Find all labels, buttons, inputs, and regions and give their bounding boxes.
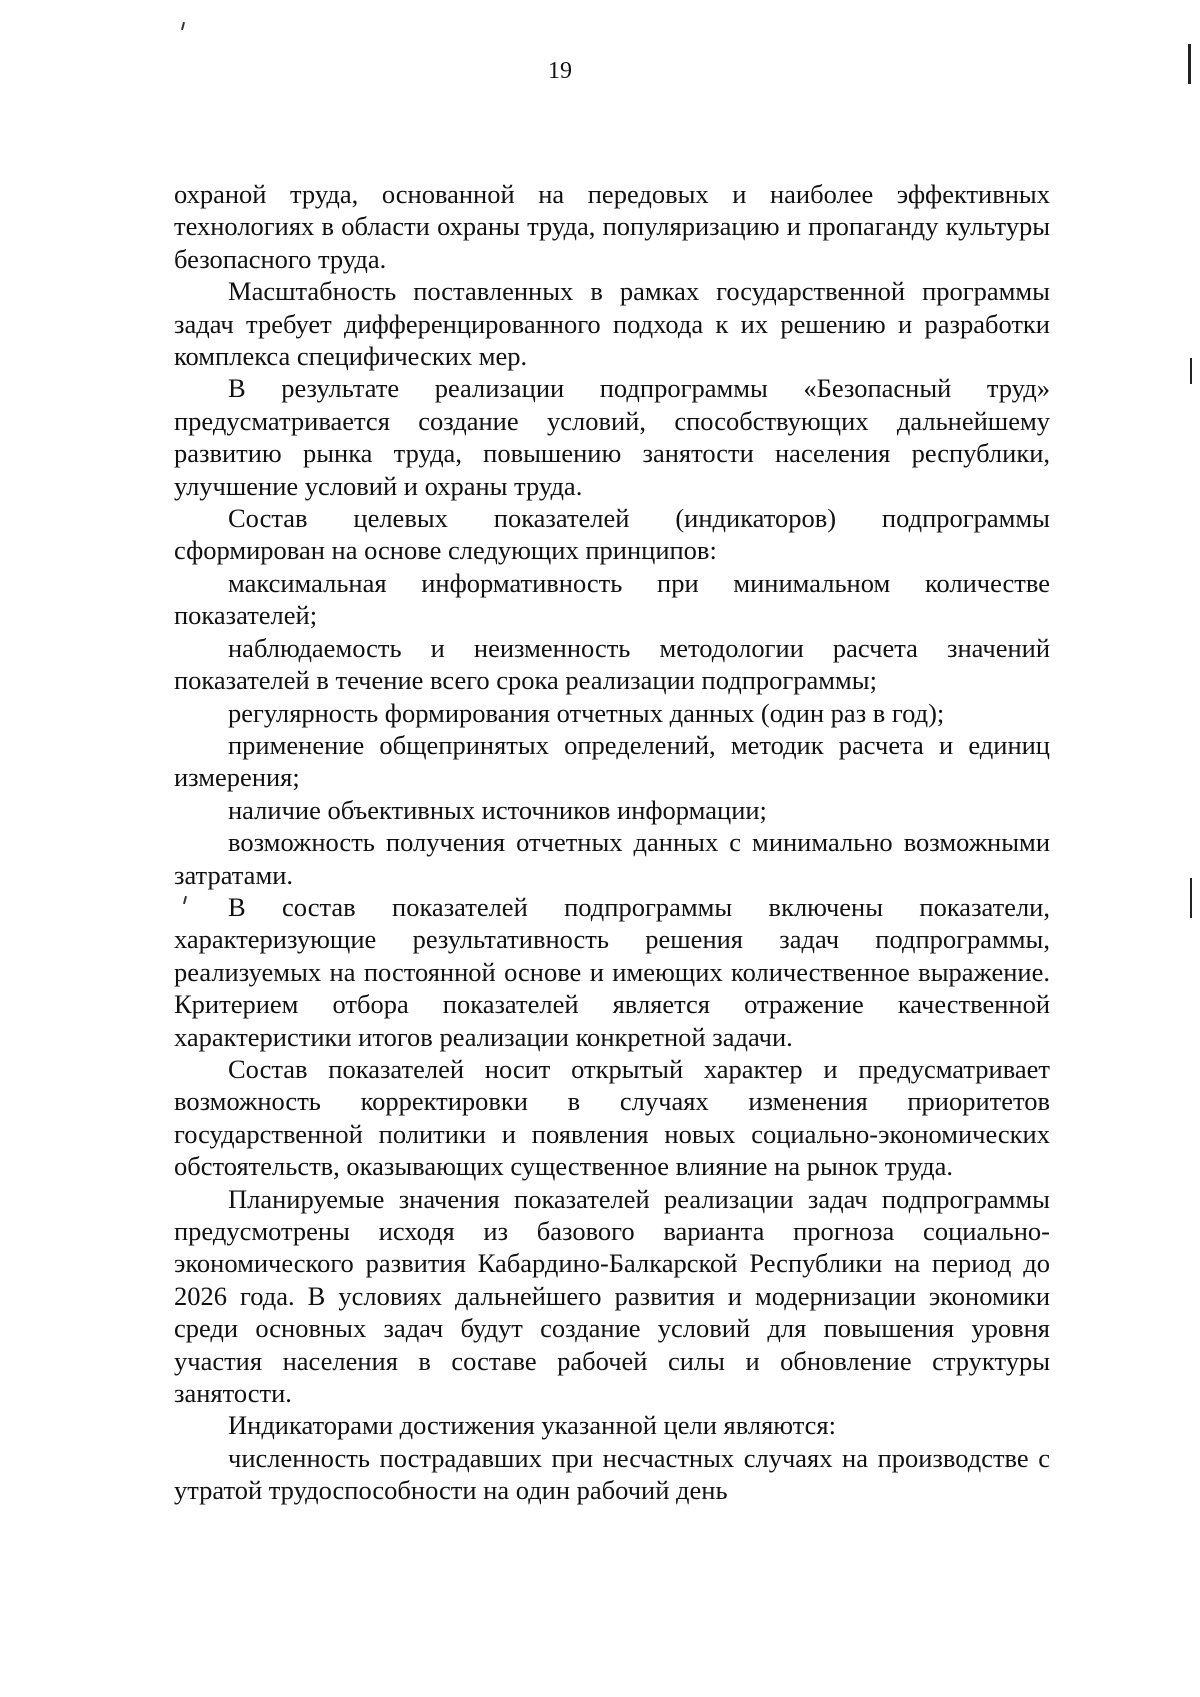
paragraph: Состав показателей носит открытый характер и предусматривает возможность корректировки в случаях изменения приоритетов государственной политики и появления новых социально-экономических обстоятельств, оказывающих существенное влияние на рынок труда. — [174, 1053, 1050, 1182]
scan-edge-mark — [1190, 878, 1192, 918]
list-item: регулярность формирования отчетных данных (один раз в год); — [228, 697, 945, 728]
paragraph: В состав показателей подпрограммы включены показатели, характеризующие результативность решения задач подпрограммы, реализуемых на постоянной основе и имеющих количественное выражение. Критерием отбора показателей является отражение качественной характеристики итогов реализации конкретной задачи. — [174, 891, 1050, 1052]
paragraph: Масштабность поставленных в рамках государственной программы задач требует дифференцированного подхода к их решению и разработки комплекса специфических мер. — [174, 276, 1050, 372]
list-item: применение общепринятых определений, методик расчета и единиц измерения; — [174, 729, 1050, 793]
paragraph: Планируемые значения показателей реализации задач подпрограммы предусмотрены исходя из базового варианта прогноза социально-экономического развития Кабардино-Балкарской Республики на период до 2026 года. В условиях дальнейшего развития и модернизации экономики среди основных задач будут создание условий для повышения уровня участия населения в составе рабочей силы и обновление структуры занятости. — [174, 1183, 1050, 1409]
list-item: максимальная информативность при минимальном количестве показателей; — [174, 567, 1050, 631]
paragraph: Состав целевых показателей (индикаторов) подпрограммы сформирован на основе следующих принципов: — [174, 503, 1050, 566]
scan-speck — [181, 22, 185, 30]
paragraph: Индикаторами достижения указанной цели являются: — [228, 1410, 836, 1441]
list-item: наличие объективных источников информации; — [228, 794, 767, 825]
paragraph-continuation: охраной труда, основанной на передовых и наиболее эффективных технологиях в области охраны труда, популяризацию и пропаганду культуры безопасного труда. — [174, 179, 1050, 274]
list-item: возможность получения отчетных данных с минимально возможными затратами. — [174, 827, 1050, 890]
paragraph: В результате реализации подпрограммы «Безопасный труд» предусматривается создание условий, способствующих дальнейшему развитию рынка труда, повышению занятости населения республики, улучшение условий и охраны труда. — [174, 373, 1050, 501]
list-item: наблюдаемость и неизменность методологии расчета значений показателей в течение всего срока реализации подпрограммы; — [174, 632, 1050, 696]
page-number: 19 — [548, 58, 572, 84]
scan-edge-mark — [1188, 44, 1191, 84]
list-item: численность пострадавших при несчастных случаях на производстве с утратой трудоспособности на один рабочий день — [174, 1442, 1050, 1506]
body-text — [174, 178, 1050, 1507]
scan-edge-mark — [1190, 358, 1192, 384]
